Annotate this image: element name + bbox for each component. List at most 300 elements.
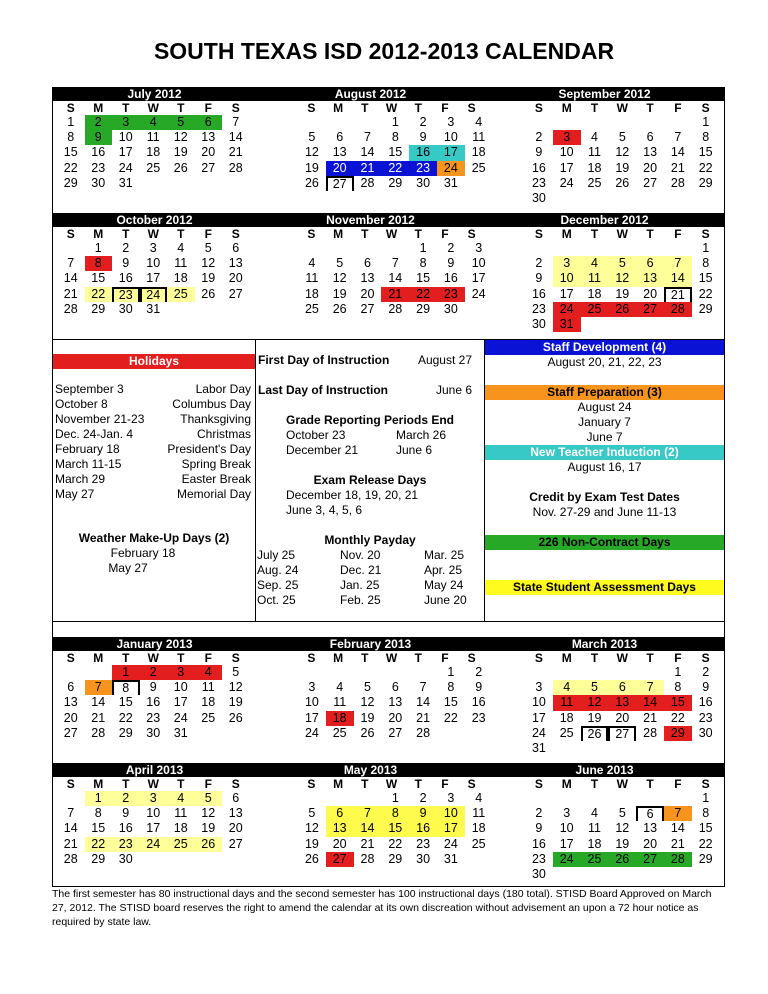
weekday-label: T <box>122 101 130 115</box>
payday-list <box>256 548 484 608</box>
day-cell: 28 <box>360 851 375 866</box>
weekday-label: F <box>674 101 682 115</box>
day-empty <box>553 791 581 806</box>
day-cell: 15 <box>91 821 106 836</box>
day-empty <box>326 241 354 256</box>
calendar-row-4 <box>53 763 724 887</box>
day-empty <box>664 115 692 130</box>
day-grid <box>53 241 256 317</box>
day-cell: 30 <box>416 851 431 866</box>
day-grid <box>256 241 485 317</box>
grading-row <box>256 428 484 443</box>
day-empty <box>664 791 692 806</box>
payday-row <box>256 548 484 563</box>
payday-row <box>256 578 484 593</box>
day-empty <box>581 665 609 680</box>
day-cell: 28 <box>664 852 692 867</box>
day-cell: 3 <box>447 791 455 805</box>
day-cell: 15 <box>91 271 106 286</box>
weekday-label: S <box>467 777 476 791</box>
day-cell: 3 <box>149 241 157 255</box>
day-cell: 17 <box>118 145 133 160</box>
day-cell: 8 <box>381 806 409 821</box>
day-empty <box>298 115 326 130</box>
day-cell: 16 <box>531 836 546 851</box>
day-cell: 26 <box>228 710 243 725</box>
day-empty <box>326 115 354 130</box>
weekday-label: S <box>467 227 476 241</box>
day-cell: 27 <box>360 301 375 316</box>
weekday-label: T <box>414 651 422 665</box>
day-cell: 15 <box>443 695 458 710</box>
day-cell: 26 <box>608 852 636 867</box>
staff-prep-date: August 24 <box>577 400 632 414</box>
day-cell: 6 <box>232 791 240 805</box>
day-cell: 15 <box>698 145 713 160</box>
day-cell: 6 <box>636 806 664 821</box>
day-cell: 25 <box>581 302 609 317</box>
weekday-label: T <box>361 651 369 665</box>
day-cell: 9 <box>149 680 157 695</box>
weekday-label: T <box>590 651 599 665</box>
last-day-date: June 6 <box>435 383 472 397</box>
day-cell: 9 <box>535 821 543 836</box>
day-cell: 27 <box>636 852 664 867</box>
day-cell: 16 <box>531 160 546 175</box>
weekday-label: T <box>361 101 369 115</box>
day-cell: 1 <box>112 665 140 680</box>
holiday-date: March 29 <box>55 472 106 486</box>
weekday-label: M <box>561 101 572 115</box>
weekday-label: T <box>361 227 369 241</box>
day-cell: 17 <box>559 160 574 175</box>
day-cell: 29 <box>91 851 106 866</box>
day-empty <box>354 241 382 256</box>
nti-header: New Teacher Induction (2) <box>485 445 724 460</box>
day-cell: 6 <box>336 130 344 145</box>
day-cell: 29 <box>388 175 403 190</box>
day-cell: 8 <box>674 680 682 695</box>
day-cell: 17 <box>304 710 319 725</box>
weather-date: May 27 <box>108 561 148 575</box>
day-empty <box>636 791 664 806</box>
month-header: April 2013 <box>53 763 256 777</box>
day-cell: 17 <box>471 271 486 286</box>
day-cell: 30 <box>146 725 161 740</box>
staff-prep-date: June 7 <box>586 430 623 444</box>
day-cell: 30 <box>443 301 458 316</box>
month-block <box>485 87 724 213</box>
day-cell: 23 <box>471 710 486 725</box>
day-cell: 1 <box>391 791 399 805</box>
day-cell: 11 <box>333 695 347 710</box>
day-cell: 7 <box>364 130 371 145</box>
day-cell: 2 <box>140 665 168 680</box>
weekday-label: W <box>385 777 398 791</box>
day-cell: 27 <box>608 726 636 741</box>
day-cell: 4 <box>581 256 609 271</box>
day-cell: 10 <box>146 806 161 821</box>
day-cell: 23 <box>112 287 140 302</box>
day-cell: 16 <box>118 271 133 286</box>
weekday-label: S <box>701 777 710 791</box>
day-cell: 27 <box>201 160 216 175</box>
day-cell: 28 <box>416 725 431 740</box>
month-block <box>485 637 724 763</box>
day-cell: 5 <box>608 256 636 271</box>
day-cell: 6 <box>608 680 636 695</box>
day-cell: 14 <box>63 271 78 286</box>
day-cell: 9 <box>535 145 543 160</box>
day-cell: 9 <box>475 680 483 695</box>
day-cell: 19 <box>615 160 630 175</box>
holiday-name: Easter Break <box>181 472 251 486</box>
weekday-label: T <box>122 777 130 791</box>
last-day-row <box>256 383 484 398</box>
day-cell: 19 <box>615 836 630 851</box>
day-cell: 20 <box>643 160 658 175</box>
day-empty <box>525 115 553 130</box>
day-cell: 7 <box>85 680 113 695</box>
day-empty <box>85 665 113 680</box>
day-empty <box>608 665 636 680</box>
weekday-label: F <box>441 227 449 241</box>
day-cell: 5 <box>364 680 371 695</box>
day-cell: 14 <box>228 130 243 145</box>
day-cell: 17 <box>559 836 574 851</box>
day-cell: 7 <box>67 806 75 821</box>
day-cell: 24 <box>118 160 133 175</box>
day-cell: 30 <box>118 301 133 316</box>
day-cell: 14 <box>354 821 382 836</box>
day-cell: 25 <box>559 725 574 740</box>
day-cell: 5 <box>167 115 195 130</box>
day-cell: 10 <box>437 806 465 821</box>
weekday-label: S <box>307 101 316 115</box>
day-cell: 6 <box>326 806 354 821</box>
month-block <box>485 213 724 339</box>
day-cell: 3 <box>553 130 581 145</box>
day-cell: 21 <box>360 836 375 851</box>
day-cell: 20 <box>332 836 347 851</box>
day-cell: 18 <box>173 821 188 836</box>
day-cell: 5 <box>204 241 212 255</box>
weekday-label: S <box>467 101 476 115</box>
day-cell: 13 <box>63 695 78 710</box>
day-cell: 31 <box>553 317 581 332</box>
day-cell: 12 <box>228 680 243 695</box>
holiday-date: September 3 <box>55 382 124 396</box>
credit-title: Credit by Exam Test Dates <box>529 490 680 504</box>
day-cell: 12 <box>201 256 216 271</box>
day-cell: 24 <box>140 287 168 302</box>
day-cell: 2 <box>535 256 543 271</box>
day-cell: 22 <box>388 836 403 851</box>
month-block <box>256 637 485 763</box>
day-cell: 5 <box>308 130 316 145</box>
day-cell: 3 <box>167 665 195 680</box>
day-cell: 6 <box>67 680 75 695</box>
day-cell: 15 <box>118 695 133 710</box>
day-cell: 25 <box>471 836 486 851</box>
day-cell: 16 <box>118 821 133 836</box>
weekday-label: T <box>646 651 654 665</box>
holiday-row <box>53 397 255 412</box>
staff-column <box>485 340 724 621</box>
day-empty <box>525 791 553 806</box>
day-cell: 31 <box>173 725 188 740</box>
day-cell: 2 <box>112 791 140 806</box>
first-day-label: First Day of Instruction <box>258 353 390 367</box>
holiday-date: November 21-23 <box>55 412 145 426</box>
day-cell: 13 <box>643 821 658 836</box>
holiday-date: February 18 <box>55 442 120 456</box>
payday-date: May 24 <box>424 578 464 592</box>
weekday-row <box>53 651 256 665</box>
day-cell: 8 <box>702 806 710 821</box>
day-cell: 5 <box>195 791 223 806</box>
weekday-label: T <box>646 227 654 241</box>
holiday-list <box>53 382 255 502</box>
staff-prep-date: January 7 <box>578 415 631 429</box>
holiday-date: May 27 <box>55 487 95 501</box>
weekday-label: F <box>674 777 682 791</box>
day-cell: 2 <box>419 115 427 129</box>
day-cell: 5 <box>581 680 609 695</box>
day-cell: 24 <box>173 710 188 725</box>
day-cell: 14 <box>388 271 403 286</box>
weekday-label: F <box>441 651 449 665</box>
day-cell: 29 <box>698 851 713 866</box>
day-cell: 28 <box>360 175 375 190</box>
payday-date: June 20 <box>424 593 467 607</box>
day-empty <box>581 241 609 256</box>
day-cell: 9 <box>447 256 455 271</box>
day-cell: 22 <box>698 286 713 301</box>
grading-date: December 21 <box>286 443 359 457</box>
holiday-name: President's Day <box>167 442 251 456</box>
day-cell: 11 <box>472 806 486 821</box>
day-cell: 16 <box>698 695 713 710</box>
weekday-label: S <box>66 651 75 665</box>
staff-dev-dates: August 20, 21, 22, 23 <box>547 355 662 369</box>
day-cell: 2 <box>447 241 455 255</box>
weekday-label: S <box>66 101 75 115</box>
day-cell: 31 <box>443 851 458 866</box>
day-cell: 19 <box>201 821 216 836</box>
day-cell: 22 <box>85 837 113 852</box>
exam-dates: December 18, 19, 20, 21 <box>286 488 419 502</box>
day-cell: 21 <box>63 836 78 851</box>
day-cell: 29 <box>698 301 713 316</box>
day-cell: 29 <box>698 175 713 190</box>
day-cell: 25 <box>471 160 486 175</box>
day-cell: 10 <box>173 680 188 695</box>
day-cell: 24 <box>531 725 546 740</box>
day-empty <box>298 665 326 680</box>
day-cell: 27 <box>326 176 354 191</box>
month-block <box>53 213 256 339</box>
day-cell: 26 <box>304 175 319 190</box>
day-cell: 27 <box>388 725 403 740</box>
day-cell: 28 <box>388 301 403 316</box>
day-cell: 14 <box>636 695 664 710</box>
day-cell: 8 <box>94 806 102 821</box>
day-cell: 10 <box>443 130 458 145</box>
weekday-label: S <box>307 777 316 791</box>
day-cell: 4 <box>336 680 344 695</box>
day-cell: 8 <box>447 680 455 695</box>
weekday-label: W <box>385 227 398 241</box>
payday-date: Aug. 24 <box>257 563 299 577</box>
holiday-name: Labor Day <box>195 382 251 396</box>
day-cell: 27 <box>228 286 243 301</box>
day-grid <box>485 241 724 332</box>
day-cell: 15 <box>381 821 409 836</box>
day-cell: 23 <box>416 836 431 851</box>
day-cell: 2 <box>535 806 543 821</box>
day-cell: 18 <box>559 710 574 725</box>
day-cell: 26 <box>332 301 347 316</box>
day-cell: 30 <box>531 866 546 881</box>
day-cell: 27 <box>228 836 243 851</box>
day-cell: 17 <box>437 145 465 160</box>
month-header: January 2013 <box>53 637 256 651</box>
weekday-label: T <box>590 227 599 241</box>
day-cell: 14 <box>670 821 685 836</box>
month-header: November 2012 <box>256 213 485 227</box>
weekday-label: W <box>147 651 159 665</box>
page-title: SOUTH TEXAS ISD 2012-2013 CALENDAR <box>153 38 615 64</box>
day-cell: 25 <box>587 175 602 190</box>
weather-date: February 18 <box>110 546 176 560</box>
day-cell: 30 <box>698 725 713 740</box>
day-cell: 1 <box>702 115 710 129</box>
weekday-label: S <box>231 227 240 241</box>
day-cell: 14 <box>670 145 685 160</box>
day-cell: 4 <box>140 115 168 130</box>
holiday-row <box>53 382 255 397</box>
payday-row <box>256 563 484 578</box>
day-cell: 6 <box>646 130 654 145</box>
day-cell: 11 <box>581 271 609 286</box>
payday-date: July 25 <box>257 548 296 562</box>
day-cell: 17 <box>146 821 161 836</box>
day-cell: 26 <box>195 837 223 852</box>
day-cell: 1 <box>702 241 710 255</box>
day-empty <box>553 115 581 130</box>
month-header: May 2013 <box>256 763 485 777</box>
day-empty <box>57 241 85 256</box>
weekday-label: W <box>385 101 398 115</box>
day-cell: 22 <box>670 710 685 725</box>
weekday-label: M <box>333 101 344 115</box>
day-cell: 6 <box>232 241 240 255</box>
day-cell: 9 <box>122 256 130 271</box>
day-empty <box>354 791 382 806</box>
weekday-label: M <box>93 101 104 115</box>
day-cell: 9 <box>122 806 130 821</box>
day-cell: 24 <box>553 852 581 867</box>
day-cell: 11 <box>174 806 188 821</box>
day-cell: 9 <box>535 271 543 286</box>
day-cell: 10 <box>559 821 574 836</box>
grading-date: March 26 <box>396 428 447 442</box>
weekday-label: T <box>646 777 654 791</box>
day-cell: 4 <box>591 130 598 145</box>
day-cell: 10 <box>471 256 486 271</box>
month-header: October 2012 <box>53 213 256 227</box>
month-block <box>485 763 724 887</box>
weekday-label: S <box>701 101 710 115</box>
weekday-label: T <box>414 101 422 115</box>
calendar-row-2 <box>53 213 724 339</box>
day-cell: 15 <box>388 145 403 160</box>
nti-dates: August 16, 17 <box>567 460 642 474</box>
weekday-label: F <box>204 777 212 791</box>
day-cell: 25 <box>581 852 609 867</box>
day-cell: 19 <box>228 695 243 710</box>
day-cell: 1 <box>94 241 102 255</box>
day-cell: 23 <box>531 175 546 190</box>
day-cell: 9 <box>702 680 710 695</box>
day-cell: 21 <box>670 836 685 851</box>
weekday-label: S <box>534 227 543 241</box>
day-cell: 26 <box>173 160 188 175</box>
day-empty <box>381 241 409 256</box>
weekday-label: M <box>333 227 344 241</box>
day-cell: 29 <box>388 851 403 866</box>
grading-date: June 6 <box>396 443 433 457</box>
staff-prep-header: Staff Preparation (3) <box>485 385 724 400</box>
day-cell: 14 <box>63 821 78 836</box>
day-cell: 11 <box>305 271 319 286</box>
day-cell: 18 <box>146 145 161 160</box>
exam-dates: June 3, 4, 5, 6 <box>286 503 363 517</box>
day-cell: 8 <box>391 130 399 145</box>
day-cell: 16 <box>531 286 546 301</box>
day-cell: 10 <box>304 695 319 710</box>
assessment-header: State Student Assessment Days <box>485 580 724 595</box>
day-cell: 27 <box>326 852 354 867</box>
day-cell: 18 <box>201 695 216 710</box>
day-cell: 31 <box>443 175 458 190</box>
day-cell: 20 <box>360 286 375 301</box>
weekday-label: T <box>177 777 185 791</box>
day-cell: 1 <box>447 665 455 679</box>
weekday-label: W <box>147 101 159 115</box>
day-cell: 16 <box>443 271 458 286</box>
day-cell: 13 <box>388 695 403 710</box>
weekday-label: M <box>93 227 104 241</box>
day-cell: 17 <box>559 286 574 301</box>
day-cell: 25 <box>332 725 347 740</box>
weather-title: Weather Make-Up Days (2) <box>78 531 230 545</box>
month-block <box>256 213 485 339</box>
payday-row <box>256 593 484 608</box>
grading-row <box>256 443 484 458</box>
day-cell: 3 <box>553 256 581 271</box>
weekday-row <box>485 777 724 791</box>
weekday-label: M <box>333 777 344 791</box>
day-cell: 31 <box>146 301 161 316</box>
day-cell: 19 <box>587 710 602 725</box>
weekday-row <box>485 101 724 115</box>
day-cell: 18 <box>471 145 486 160</box>
day-cell: 18 <box>304 286 319 301</box>
day-cell: 30 <box>531 316 546 331</box>
holiday-name: Thanksgiving <box>180 412 251 426</box>
